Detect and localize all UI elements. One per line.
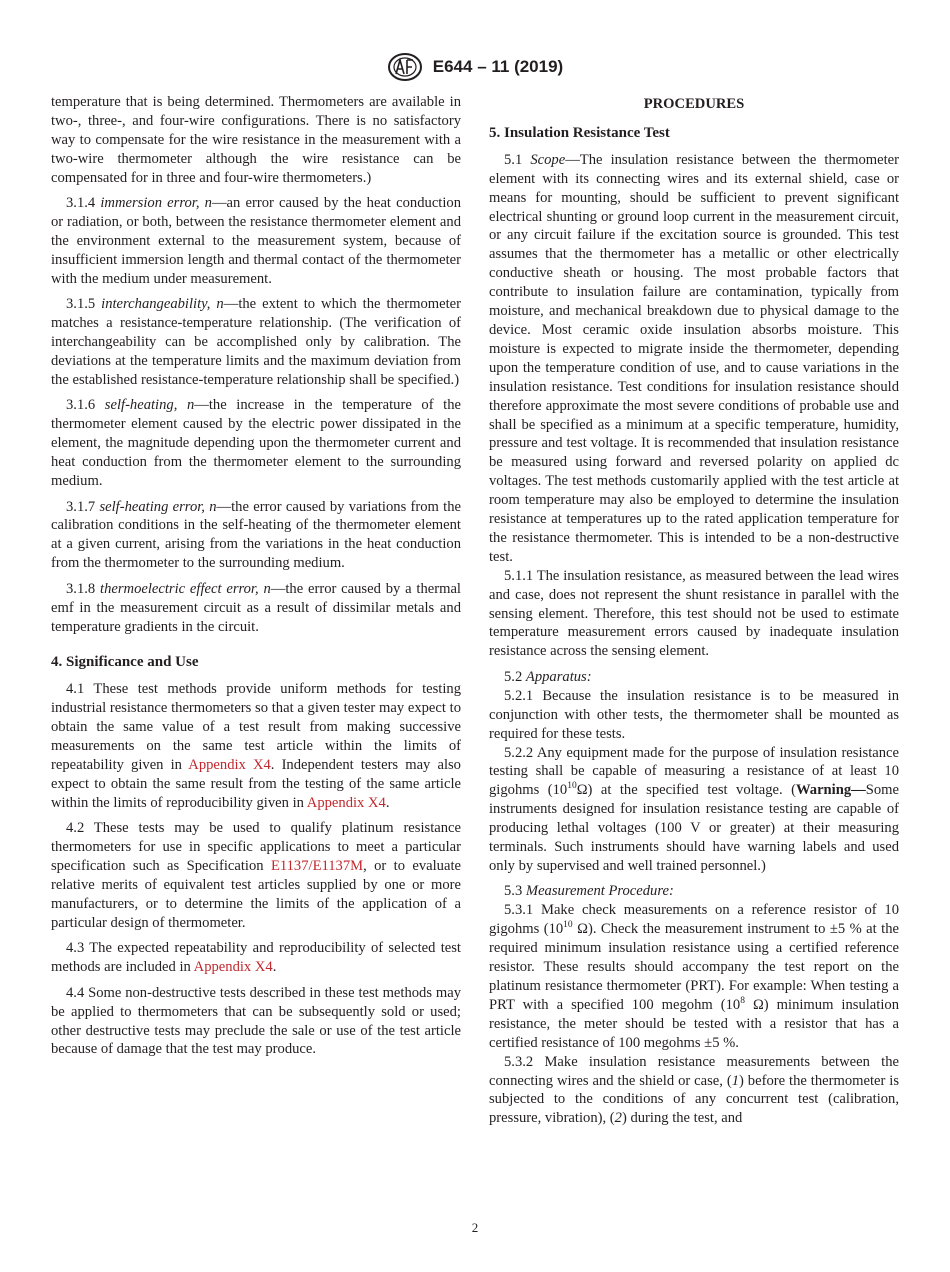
definition-3-1-7: 3.1.7 self-heating error, n—the error caused by variations from the calibration conditions in the self-heating of the thermometer element at a given current, arising from the variations in the heat conduction from the thermometer to the surrounding medium. — [51, 498, 462, 572]
appendix-x4-link[interactable]: Appendix X4 — [193, 959, 273, 976]
standard-designation: E644 – 11 (2019) — [432, 57, 564, 76]
paragraph-5-2-1: 5.2.1 Because the insulation resistance is to be measured in conjunction with other tests, the thermometer shall be mounted as required for these tests. — [489, 687, 899, 742]
paragraph-5-2-2: 5.2.2 Any equipment made for the purpose of insulation resistance testing shall be capable of measuring a resistance of at least 10 gigohms $(10^{10}\Omega)$ at the specified test voltage. (Warning—Some instruments designed for insulation resistance testing are capable of producing lethal voltages (100 V or greater) at their measuring terminals. Such instruments should have warning labels and used only by supervised and well trained personnel.) — [489, 744, 899, 874]
paragraph-5-1: 5.1 Scope—The insulation resistance between the thermometer element with its connecting wires and its external shield, case or means for mounting, should be sufficient to prevent significant electrical shunting or ground loop current in the measurement circuit, or any circuit failure if the excitation source is grounded. This test assumes that the thermometer has a metallic or other electrically conductive sheath or housing. The most probable factors that contribute to insulation failure are contamination, typically from moisture, and mechanical breakdown due to physical damage to the device. Most ceramic oxide insulation absorbs moisture. This moisture is expected to migrate inside the thermometer, depending upon the temperature condition of use, and to cause variations in the insulation resistance. Test conditions for insulation resistance should therefore approximate the most severe conditions of probable use and shall be specified as a minimum at a specific temperature, humidity, pressure and test voltage. It is recommended that insulation resistance be measured using forward and reversed polarity on applied dc voltages. The test methods customarily applied with the test article at room temperature may also be employed to determine the insulation resistance at temperatures up to the rated application temperature for the resistance thermometer. This is intended to be a non-destructive test. — [489, 151, 899, 565]
paragraph-4-2: 4.2 These tests may be used to qualify platinum resistance thermometers for use in specific applications to meet a particular specification such as Specification E1137/E1137M, or to evaluate relative merits of equivalent test articles supplied by one or more manufacturers, or to determine the limits of the application of a particular design of thermometer. — [51, 820, 461, 931]
definition-3-1-4: 3.1.4 immersion error, n—an error caused by the heat conduction or radiation, or both, between the resistance thermometer element and the environment external to the measurement system, because of insufficient immersion length and thermal contact of the thermometer with the medium under measurement. — [51, 195, 462, 287]
definition-3-1-5: 3.1.5 interchangeability, n—the extent to which the thermometer matches a resistance-temperature relationship. (The verification of interchangeability can be accomplished only by calibration. The deviations at the temperature limits and the maximum deviation from the established resistance-temperature relationship shall be specified.) — [51, 296, 461, 388]
paragraph-5-2: 5.2 Apparatus: — [504, 668, 592, 685]
paragraph-5-3-1: 5.3.1 Make check measurements on a reference resistor of 10 gigohms ($10^{10}$ Ω). Check the measurement instrument to ±5 % at the required minimum insulation resistance using a certified reference resistor. These results should accompany the test report on the platinum resistance thermometer (PRT). For example: When testing a PRT with a specified 100 megohm ($10^8$ Ω) minimum insulation resistance, the meter should be tested with a resistor that has a certified resistance of 100 megohms ±5 %. — [489, 902, 899, 1051]
right-column — [489, 93, 899, 1128]
left-column — [51, 93, 461, 1059]
astm-logo-icon — [387, 52, 423, 82]
page-header — [0, 52, 950, 86]
continued-paragraph: temperature that is being determined. Thermometers are available in two-, three-, and four-wire configurations. There is no satisfactory way to compensate for the wire resistance in the measurement with a two-wire thermometer although the wire resistance can be compensated for in three and four-wire thermometers.) — [51, 94, 461, 186]
paragraph-5-1-1: 5.1.1 The insulation resistance, as measured between the lead wires and case, does not represent the shunt resistance in parallel with the sensing element. Therefore, this test should not be used to estimate temperature measurement errors caused by inadequate insulation resistance across the sensing element. — [489, 567, 899, 660]
page-number: 2 — [471, 1220, 479, 1235]
section-4-heading: 4. Significance and Use — [51, 654, 199, 671]
warning-label: Warning— — [796, 782, 866, 799]
paragraph-5-3-2: 5.3.2 Make insulation resistance measurements between the connecting wires and the shield or case, (1) before the thermometer is subjected to the conditions of any concurrent test (calibration, pressure, vibration), (2) during the test, and — [489, 1053, 900, 1127]
procedures-heading: PROCEDURES — [643, 96, 745, 112]
appendix-x4-link[interactable]: Appendix X4 — [188, 756, 271, 773]
paragraph-4-4: 4.4 Some non-destructive tests described in these test methods may be applied to thermometers that can be subsequently sold or used; other destructive tests may preclude the sale or use of the test article because of damage that the test may produce. — [51, 984, 461, 1058]
definition-3-1-8: 3.1.8 thermoelectric effect error, n—the error caused by a thermal emf in the measurement circuit as a result of dissimilar metals and temperature gradients in the circuit. — [51, 580, 461, 635]
e1137-link[interactable]: E1137/E1137M — [270, 858, 364, 875]
paragraph-5-3: 5.3 Measurement Procedure: — [504, 883, 674, 900]
appendix-x4-link[interactable]: Appendix X4 — [306, 794, 386, 811]
definition-3-1-6: 3.1.6 self-heating, n—the increase in the temperature of the thermometer element caused by the electric power dissipated in the element, the magnitude depending upon the thermometer current and heat conduction from the thermometer element to the surrounding medium. — [51, 397, 461, 489]
section-5-heading: 5. Insulation Resistance Test — [489, 124, 670, 141]
paragraph-4-3: 4.3 The expected repeatability and reproducibility of selected test methods are included in Appendix X4. — [51, 940, 461, 976]
paragraph-4-1: 4.1 These test methods provide uniform methods for testing industrial resistance thermometers so that a given tester may expect to obtain the same value of a test result from making successive measurements on the same test article within the limits of repeatability given in Appendix X4. Independent testers may also expect to obtain the same result from the testing of the same article within the limits of reproducibility given in Appendix X4. — [51, 681, 461, 811]
